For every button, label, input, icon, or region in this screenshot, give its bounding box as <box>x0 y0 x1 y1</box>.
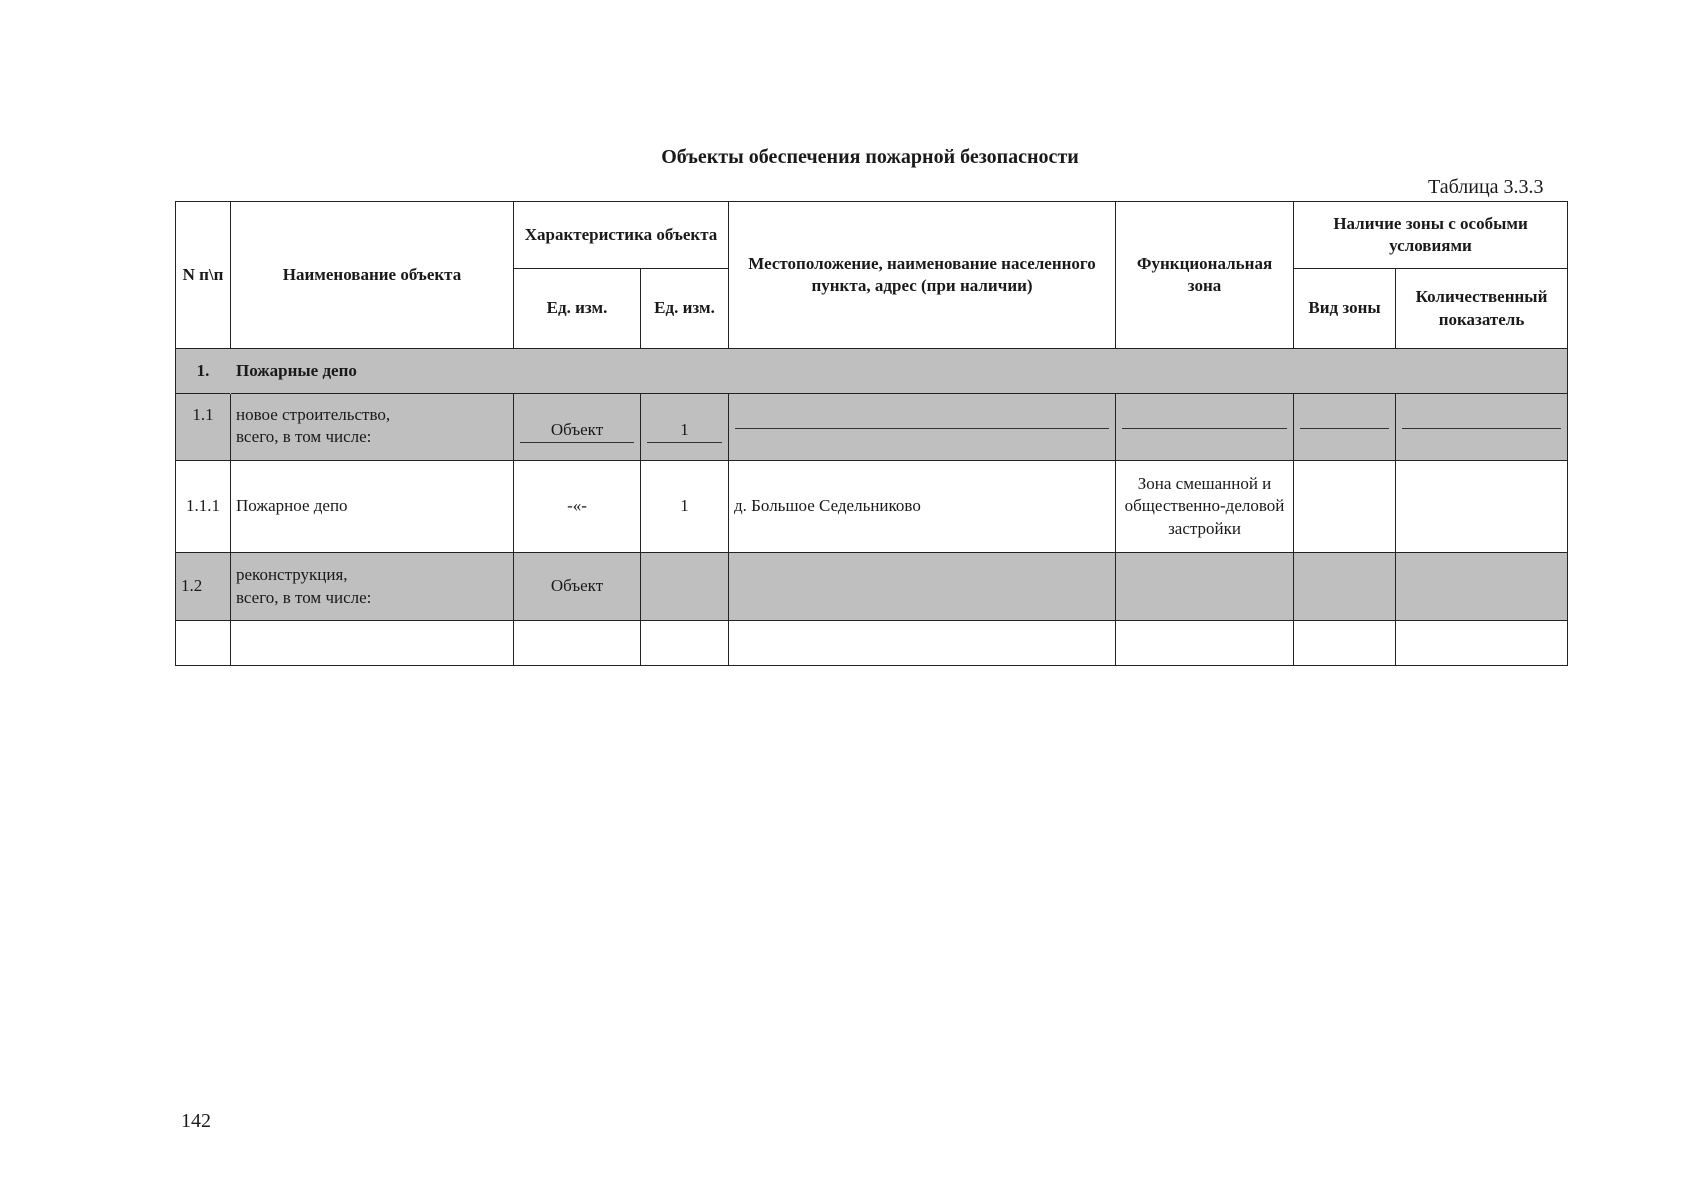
section-row <box>176 349 1568 394</box>
row-location <box>729 553 1116 621</box>
row-quantitative <box>1396 461 1568 553</box>
section-number: 1. <box>176 349 231 394</box>
row-zone-type <box>1294 394 1396 461</box>
header-quantitative: Количественный показатель <box>1396 269 1568 349</box>
row-zone-line <box>1122 414 1287 429</box>
empty-cell <box>176 621 231 666</box>
empty-cell <box>729 621 1116 666</box>
row-name-line: реконструкция, <box>236 565 348 585</box>
table-row <box>176 461 1568 553</box>
row-zone <box>1116 553 1294 621</box>
header-zone: Функциональная зона <box>1116 202 1294 349</box>
header-name: Наименование объекта <box>231 202 514 349</box>
empty-cell <box>1294 621 1396 666</box>
empty-cell <box>1396 621 1568 666</box>
row-location <box>729 394 1116 461</box>
page-number: 142 <box>181 1110 211 1132</box>
row-unit <box>514 394 641 461</box>
row-zone-type <box>1294 461 1396 553</box>
header-zone-type: Вид зоны <box>1294 269 1396 349</box>
row-number: 1.1 <box>176 394 231 461</box>
row-number: 1.1.1 <box>176 461 231 553</box>
row-unit: -«- <box>514 461 641 553</box>
row-name <box>231 394 514 461</box>
row-qty <box>641 394 729 461</box>
header-location: Местоположение, наименование населенного пункта, адрес (при наличии) <box>729 202 1116 349</box>
row-qty <box>641 553 729 621</box>
empty-cell <box>231 621 514 666</box>
row-quantitative <box>1396 394 1568 461</box>
section-label: Пожарные депо <box>231 349 1568 394</box>
row-zone: Зона смешанной и общественно-деловой застройки <box>1116 461 1294 553</box>
row-qty-value: 1 <box>647 405 722 442</box>
row-number: 1.2 <box>176 553 231 621</box>
empty-cell <box>1116 621 1294 666</box>
row-name-line: всего, в том числе: <box>236 427 372 447</box>
row-name-line: новое строительство, <box>236 405 391 424</box>
row-name <box>231 553 514 621</box>
row-unit-value: Объект <box>520 405 634 442</box>
header-special-zone: Наличие зоны с особыми условиями <box>1294 202 1568 269</box>
document-title: Объекты обеспечения пожарной безопасности <box>661 146 1079 168</box>
header-characteristic: Характеристика объекта <box>514 202 729 269</box>
header-unit-2: Ед. изм. <box>641 269 729 349</box>
row-location-line <box>735 414 1109 429</box>
row-qty: 1 <box>641 461 729 553</box>
empty-cell <box>514 621 641 666</box>
table-row <box>176 553 1568 621</box>
row-quantitative <box>1396 553 1568 621</box>
fire-safety-table <box>175 201 1568 666</box>
row-name: Пожарное депо <box>231 461 514 553</box>
row-name-line: всего, в том числе: <box>236 587 372 607</box>
table-row <box>176 621 1568 666</box>
header-num: N п\п <box>176 202 231 349</box>
row-quantitative-line <box>1402 414 1561 429</box>
header-row-1 <box>176 202 1568 269</box>
table-row <box>176 394 1568 461</box>
row-location: д. Большое Седельниково <box>729 461 1116 553</box>
row-zone-type-line <box>1300 414 1389 429</box>
row-zone-type <box>1294 553 1396 621</box>
row-unit: Объект <box>514 553 641 621</box>
header-unit-1: Ед. изм. <box>514 269 641 349</box>
empty-cell <box>641 621 729 666</box>
table-number: Таблица 3.3.3 <box>1428 176 1544 198</box>
row-zone <box>1116 394 1294 461</box>
